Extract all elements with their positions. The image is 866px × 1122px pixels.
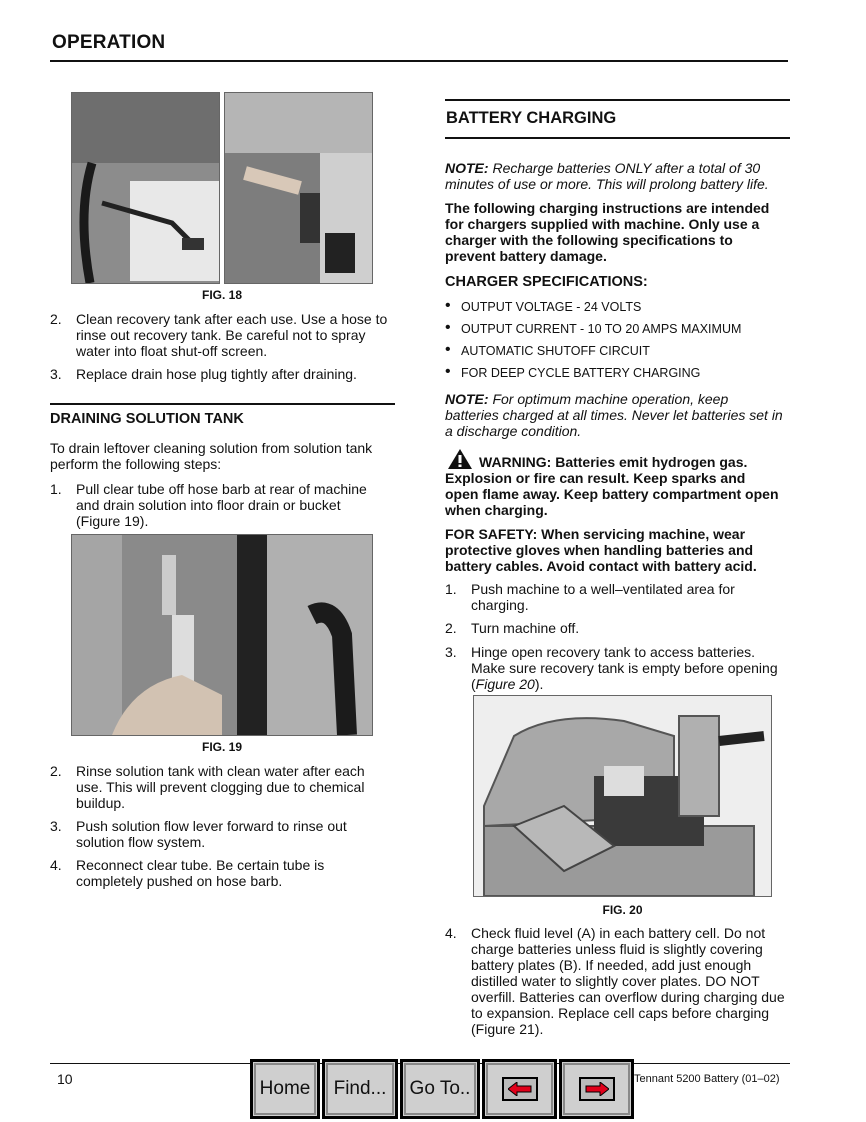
page-title: OPERATION	[52, 32, 166, 53]
header-divider	[50, 60, 788, 62]
find-button[interactable]: Find...	[322, 1059, 398, 1119]
draining-intro: To drain leftover cleaning solution from solution tank perform the following steps:	[50, 440, 373, 472]
list-item: • OUTPUT CURRENT - 10 TO 20 AMPS MAXIMUM	[445, 319, 742, 336]
left-arrow-icon	[502, 1077, 538, 1101]
note-recharge: NOTE: Recharge batteries ONLY after a total of 30 minutes of use or more. This will prolong battery life.	[445, 160, 769, 192]
list-item: 3. Push solution flow lever forward to rinse out solution flow system.	[50, 818, 347, 850]
fig20-caption: FIG. 20	[602, 903, 643, 917]
list-item: 4. Check fluid level (A) in each battery cell. Do not charge batteries unless fluid is slightly covering battery plates (B). If needed, add just enough distilled water to slightly cover plates. DO NOT overfill. Batteries can overflow during charging due to expansion. Replace cell caps before charging (Figure 21).	[445, 925, 785, 1037]
section-divider	[50, 403, 395, 405]
warning-icon	[447, 448, 473, 470]
next-page-button[interactable]	[559, 1059, 634, 1119]
list-item: 3. Hinge open recovery tank to access batteries. Make sure recovery tank is empty before opening (Figure 20).	[445, 644, 778, 692]
list-item: 1. Push machine to a well–ventilated area for charging.	[445, 581, 735, 613]
previous-page-button[interactable]	[482, 1059, 557, 1119]
list-item: • FOR DEEP CYCLE BATTERY CHARGING	[445, 363, 701, 380]
section-divider	[445, 99, 790, 101]
note-optimum: NOTE: For optimum machine operation, keep batteries charged at all times. Never let batteries set in a discharge condition.	[445, 391, 783, 439]
home-button[interactable]: Home	[250, 1059, 320, 1119]
fig19-caption: FIG. 19	[201, 740, 242, 754]
draining-section-title: DRAINING SOLUTION TANK	[50, 411, 244, 427]
list-item: • AUTOMATIC SHUTOFF CIRCUIT	[445, 341, 650, 358]
battery-charging-title: BATTERY CHARGING	[446, 109, 617, 127]
list-item: • OUTPUT VOLTAGE - 24 VOLTS	[445, 297, 642, 314]
list-item: 2. Turn machine off.	[445, 620, 580, 636]
document-reference: Tennant 5200 Battery (01–02)	[634, 1073, 780, 1085]
fig18-photo-right	[224, 92, 373, 284]
list-item: 2. Rinse solution tank with clean water after each use. This will prevent clogging due to chemical buildup.	[50, 763, 365, 811]
warning-block: WARNING: Batteries emit hydrogen gas. Explosion or fire can result. Keep sparks and open flame away. Keep battery compartment open when charging.	[445, 454, 790, 518]
section-divider	[445, 137, 790, 139]
fig18-caption: FIG. 18	[201, 288, 242, 302]
safety-block: FOR SAFETY: When servicing machine, wear protective gloves when handling batteries and battery cables. Avoid contact with battery acid.	[445, 526, 757, 574]
list-item: 3. Replace drain hose plug tightly after draining.	[50, 366, 357, 382]
goto-button[interactable]: Go To..	[400, 1059, 480, 1119]
charging-instructions: The following charging instructions are intended for chargers supplied with machine. Only use a charger with the following specifications to prevent battery damage.	[445, 200, 770, 264]
right-arrow-icon	[579, 1077, 615, 1101]
list-item: 2. Clean recovery tank after each use. Use a hose to rinse out recovery tank. Be careful not to spray water into float shut-off screen.	[50, 311, 388, 359]
fig19-photo	[71, 534, 373, 736]
fig20-photo	[473, 695, 772, 897]
charger-spec-title: CHARGER SPECIFICATIONS:	[445, 274, 648, 290]
page-number: 10	[57, 1071, 73, 1087]
list-item: 4. Reconnect clear tube. Be certain tube is completely pushed on hose barb.	[50, 857, 325, 889]
fig18-photo-left	[71, 92, 220, 284]
list-item: 1. Pull clear tube off hose barb at rear of machine and drain solution into floor drain or bucket (Figure 19).	[50, 481, 367, 529]
